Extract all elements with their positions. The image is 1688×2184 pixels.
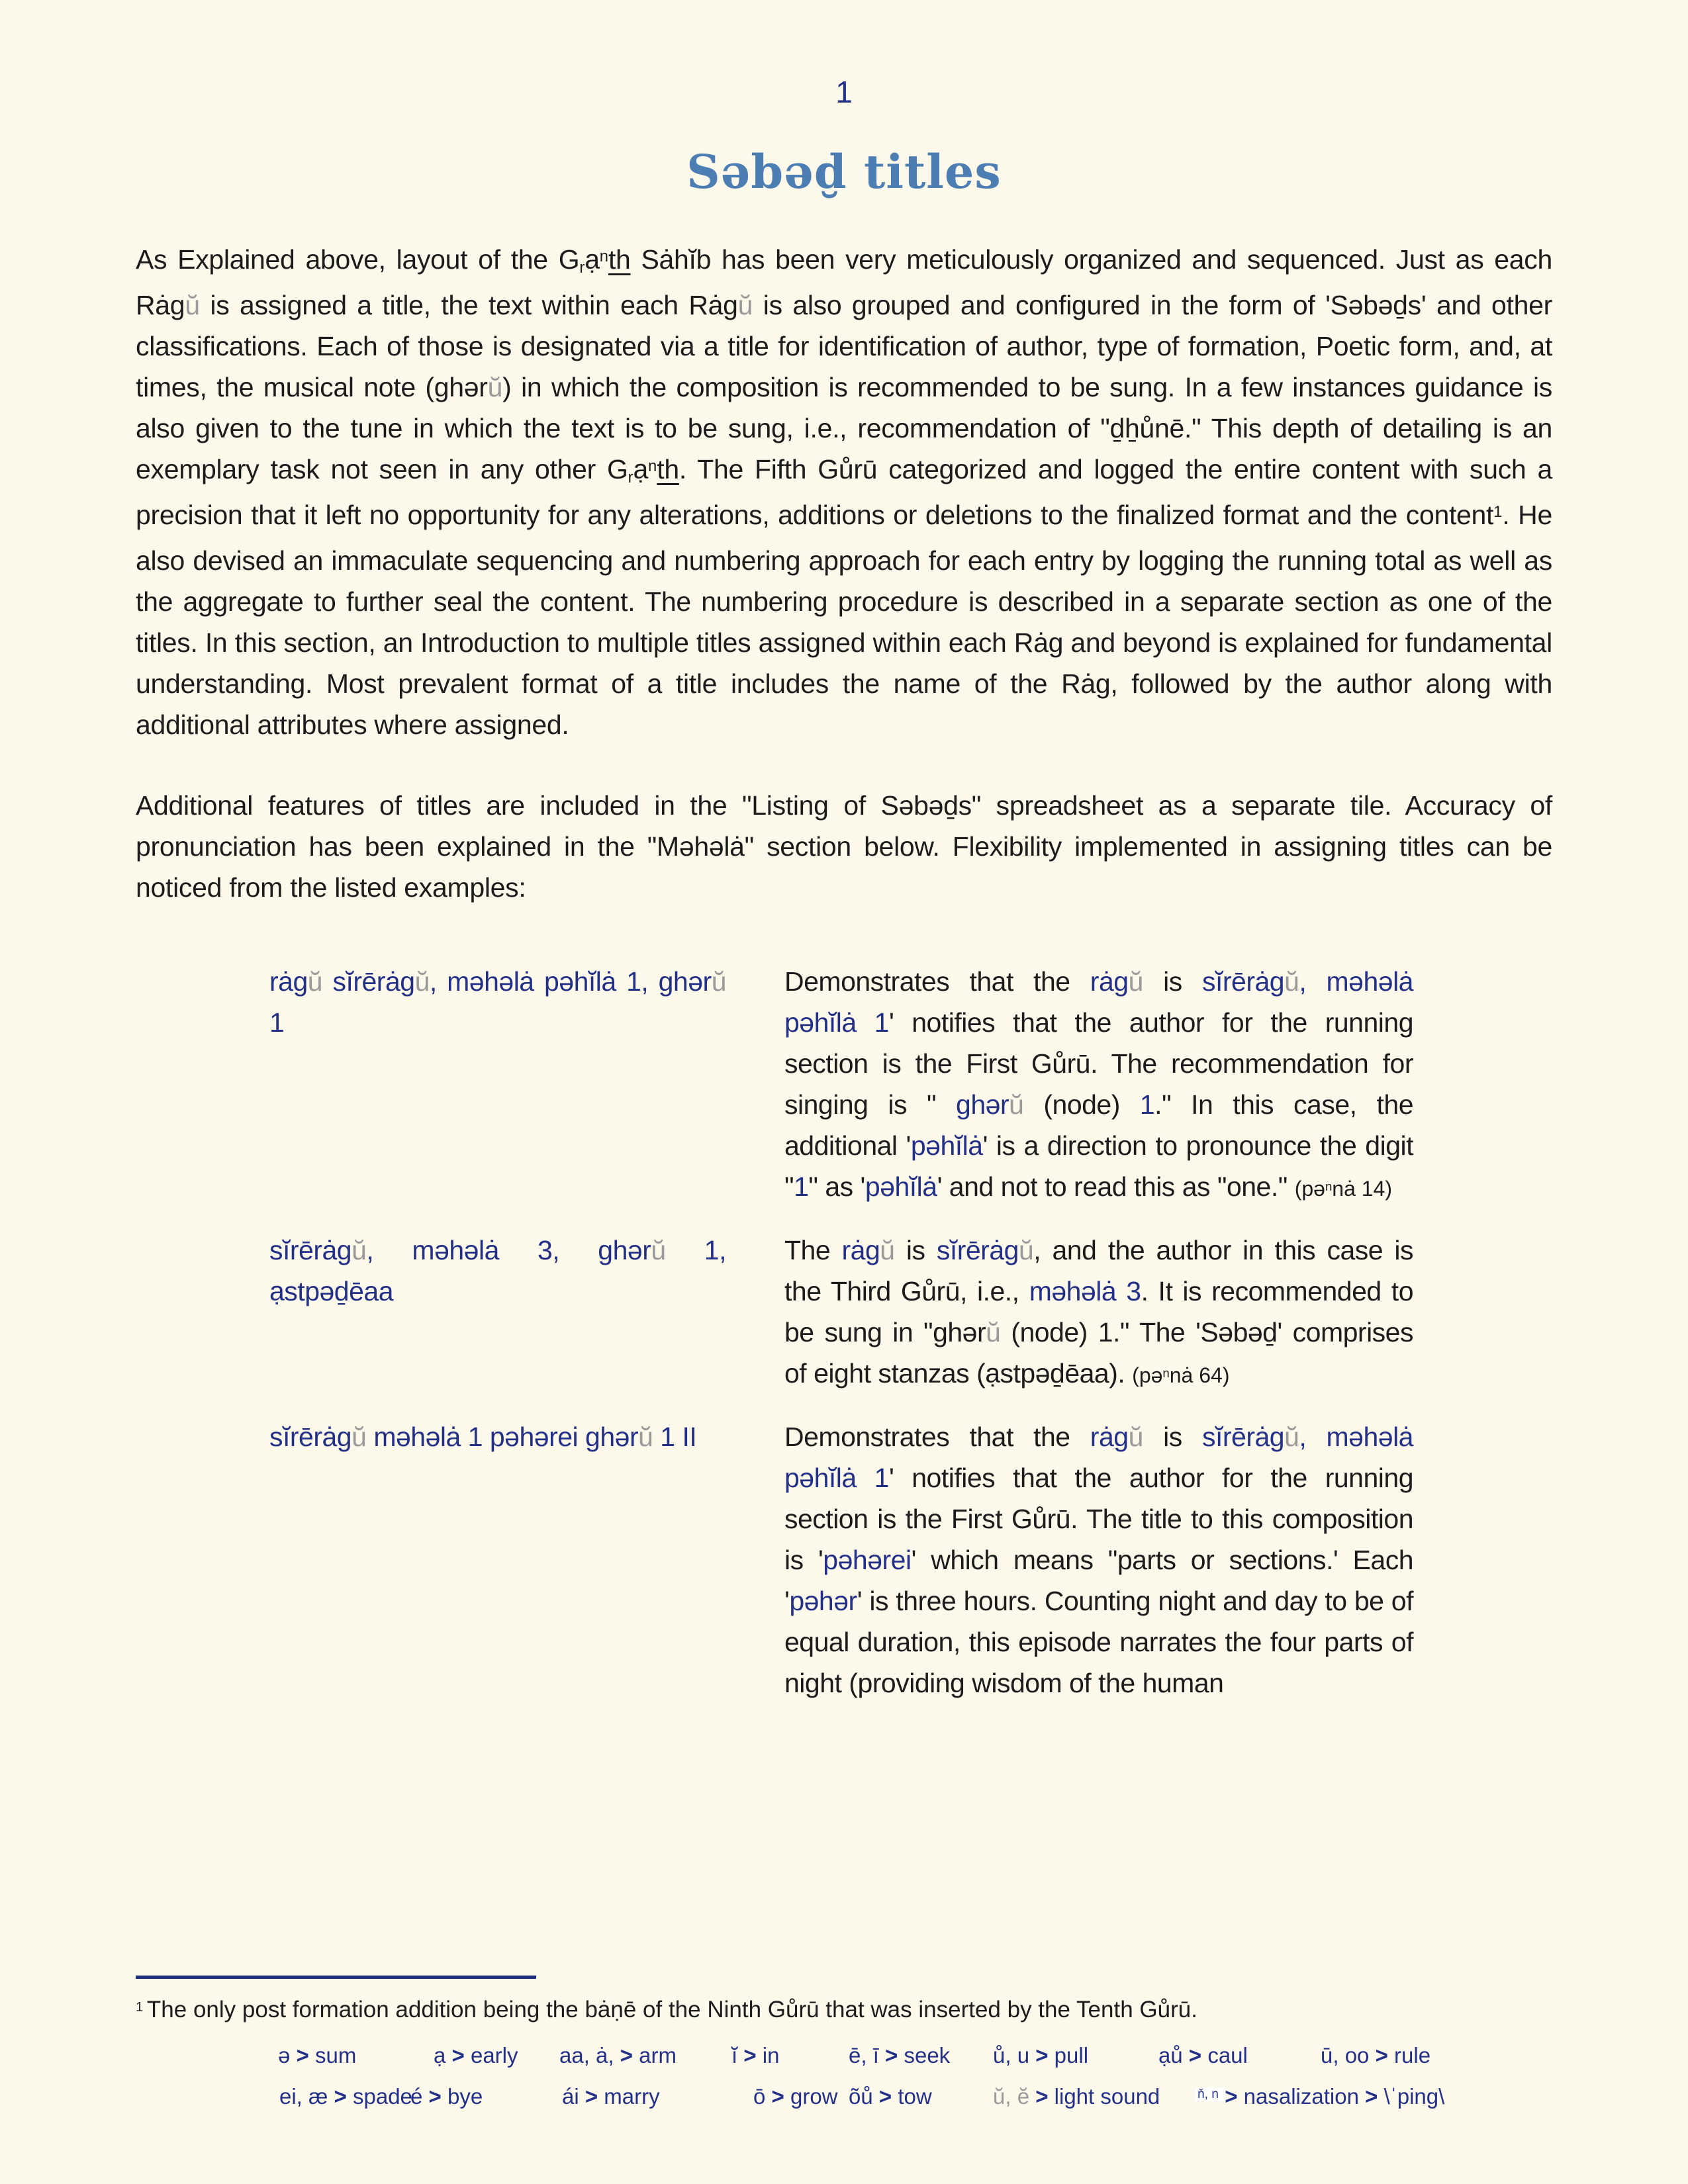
paragraph-1: As Explained above, layout of the Grạ$^n$th Sȧhĭb has been very meticulously organized and sequenced. Just as each Rȧgŭ is assigned a title, the text within each Rȧgŭ is also grouped and configured in the form of 'Səbəḏs' and other classifications. Each of those is designated via a title for identification of author, type of formation, Poetic form, and, at times, the musical note (ghərŭ) in which the composition is recommended to be sung. In a few instances guidance is also given to the tune in which the text is to be sung, i.e., recommendation of "ḏẖůnē." This depth of detailing is an exemplary task not seen in any other Grạ$^n$th. The Fifth Gůrū categorized and logged the entire content with such a precision that it left no opportunity for any alterations, additions or deletions to the finalized format and the content$^1$. He also devised an immaculate sequencing and numbering approach for each entry by logging the running total as well as the aggregate to further seal the content. The numbering procedure is described in a separate section as one of the titles. In this section, an Introduction to multiple titles assigned within each Rȧg and beyond is explained for fundamental understanding. Most prevalent format of a title includes the name of the Rȧg, followed by the author along with additional attributes where assigned. — [136, 244, 1553, 740]
pron-entry-marry: ái > marry — [562, 2084, 660, 2109]
paragraph-2: Additional features of titles are included in the "Listing of Səbəḏs" spreadsheet as a separate tile. Accuracy of pronunciation has been explained in the "Məhəlȧ" section below. Flexibility implemented in assigning titles can be noticed from the listed examples: — [136, 790, 1552, 903]
pronunciation-row-2 — [136, 2084, 1552, 2125]
pron-entry-spade: ei, æ > spade — [279, 2084, 412, 2109]
example-2-page-ref: (pə$^n$nȧ 64) — [1132, 1363, 1230, 1387]
footnote-divider — [136, 1976, 536, 1979]
pron-entry-caul: ạů > caul — [1158, 2043, 1248, 2068]
pron-entry-early: ạ > early — [434, 2043, 518, 2068]
example-2-title: sĭrērȧgŭ, məhəlȧ 3, ghərŭ 1, ạstpəḏēaa — [269, 1235, 726, 1306]
footnote-area — [136, 1976, 1552, 2125]
example-3-text: Demonstrates that the rȧgŭ is sĭrērȧgŭ, məhəlȧ pəhĭlȧ 1' notifies that the author for the running section is the First Gůrū. The title to this composition is 'pəhərei' which means "parts or sections.' Each 'pəhər' is three hours. Counting night and day to be of equal duration, this episode narrates the four parts of night (providing wisdom of the human — [784, 1422, 1414, 1698]
pron-entry-pull: ů, u > pull — [993, 2043, 1089, 2068]
pron-entry-in: ĭ > in — [731, 2043, 780, 2068]
pron-entry-arm: aa, ȧ, > arm — [559, 2043, 677, 2068]
example-2-text: The rȧgŭ is sĭrērȧgŭ, and the author in this case is the Third Gůrū, i.e., məhəlȧ 3. It is recommended to be sung in "ghərŭ (node) 1." The 'Səbəḏ' comprises of eight stanzas (ạstpəḏēaa). — [784, 1235, 1413, 1388]
pron-entry-nasalization: $^{ň, n}$ > nasalization > \ˈping\ — [1195, 2084, 1444, 2109]
pron-entry-bye: é > bye — [410, 2084, 483, 2109]
example-3-title: sĭrērȧgŭ məhəlȧ 1 pəhərei ghərŭ 1 II — [269, 1422, 697, 1452]
page-number: 1 — [835, 75, 853, 109]
pron-entry-grow: ō > grow — [753, 2084, 838, 2109]
example-1-title: rȧgŭ sĭrērȧgŭ, məhəlȧ pəhĭlȧ 1, ghərŭ 1 — [269, 966, 727, 1038]
pron-entry-light-sound: ŭ, ĕ > light sound — [993, 2084, 1160, 2109]
footnote-text: $^1$ The only post formation addition being the bȧṇē of the Ninth Gůrū that was inserted by the Tenth Gůrū. — [136, 1997, 1197, 2023]
example-2-description — [784, 1230, 1413, 1399]
pronunciation-row-1 — [136, 2043, 1552, 2084]
examples-table — [136, 961, 1552, 1706]
example-1-page-ref: (pə$^n$nȧ 14) — [1294, 1177, 1392, 1201]
pron-entry-seek: ē, ī > seek — [849, 2043, 951, 2068]
pron-entry-tow: õů > tow — [849, 2084, 932, 2109]
example-3-description — [784, 1416, 1413, 1706]
page-title: Səbəd̮ titles — [686, 144, 1002, 199]
example-1-description — [784, 961, 1413, 1212]
pron-entry-rule: ū, oo > rule — [1321, 2043, 1431, 2068]
pron-entry-sum: ə > sum — [278, 2043, 357, 2068]
example-1-text: Demonstrates that the rȧgŭ is sĭrērȧgŭ, məhəlȧ pəhĭlȧ 1' notifies that the author for the running section is the First Gůrū. The recommendation for singing is " ghərŭ (node) 1." In this case, the additional 'pəhĭlȧ' is a direction to pronounce the digit "1" as 'pəhĭlȧ' and not to read this as "one." — [784, 966, 1414, 1202]
